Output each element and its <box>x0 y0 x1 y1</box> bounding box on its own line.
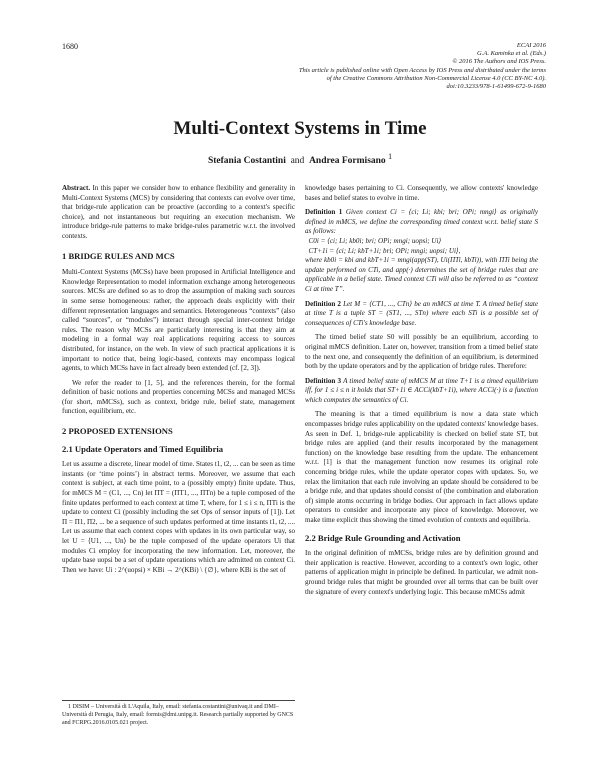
subsection-heading: 2.1 Update Operators and Timed Equilibria <box>62 443 224 454</box>
definition-text: A timed belief state of mMCS M at time T+1 is a timed equilibrium iff, for 1 ≤ i ≤ n it holds that ST+1i ∈ ACCi(kbT+1i), where ACCi(·) is a function which computes the semantics of Ci. <box>305 376 538 404</box>
definition-label: Definition 3 <box>305 376 342 385</box>
definition-text: Given context Ci = ⟨ci; Li; kbi; bri; OPi; mngi⟩ as originally defined in mMCS, we define the corresponding timed context w.r.t. belief state S as follows: <box>305 208 538 236</box>
equation: CT+1i = ⟨ci; Li; kbT+1i; bri; OPi; mngi; uopsi; Ui⟩, <box>308 246 461 255</box>
author-conjunction: and <box>290 156 305 167</box>
paragraph: knowledge bases pertaining to Ci. Consequently, we allow contexts' knowledge bases and belief states to evolve in time. <box>305 184 538 202</box>
footnote-mark: 1 <box>388 152 393 161</box>
paragraph: Let us assume a discrete, linear model of time. States t1, t2, ... can be seen as time instants (or ‘time points’) in abstract terms. Moreover, we assume that each context is subject, at each time point, to a (possibly empty) finite update. Thus, for mMCS M = (C1, ..., Cn) let ΠT = (ΠT1, ..., ΠTn) be a tuple composed of the finite updates performed to each context at time T, where, for 1 ≤ i ≤ n, ΠTi is the update to context Ci (possibly including the set Ops of sensor inputs of [1]). Let Π = Π1, Π2, ... be a sequence of such updates performed at time instants t1, t2, .... Let us assume that each context copes with updates in its own particular way, so let U = ⟨U1, ..., Un⟩ be the tuple composed of the update operators Ui that modules Ci employ for incorporating the new information. Let, moreover, the update base uopsi be a set of update operations which are admitted on context Ci. Then we have: Ui : 2^(uopsi) × KBi → 2^(KBi) \ {∅}, where KBi is the set of <box>62 460 295 574</box>
author-line <box>0 152 600 166</box>
definition-label: Definition 2 <box>305 299 341 308</box>
header-line: of the Creative Commons Attribution Non-Commercial License 4.0 (CC BY-NC 4.0). <box>326 74 546 82</box>
header-line: This article is published online with Open Access by IOS Press and distributed under the terms <box>298 66 546 74</box>
paragraph: We refer the reader to [1, 5], and the references therein, for the formal definition of basic notions and properties concerning MCSs and managed MCSs (for short, mMCSs), such as context, bridge rule, belief state, management function, equilibrium, etc. <box>62 378 295 416</box>
definition-3 <box>305 377 538 406</box>
footnote-text: 1 DISIM – Università di L'Aquila, Italy, email: stefania.costantini@univaq.it and DMI–Università di Perugia, Italy, email: formis@dmi.unipg.it. Research partially supported by GNCS and FCRPG.2016.0105.021 project. <box>62 704 294 726</box>
header-line: doi:10.3233/978-1-61499-672-9-1680 <box>446 83 546 91</box>
paragraph: The meaning is that a timed equilibrium is now a data state which encompasses bridge rules applicability on the updated contexts' knowledge bases. As seen in Def. 1, bridge-rule applicability is checked on belief state ST, but bridge rules are applied (and their results incorporated by the management function) on the knowledge base resulting from the update. The enhancement w.r.t. [1] is that the management function now resumes its original role concerning bridge rules, while the update operator copes with updates. So, we relax the limitation that each rule involving an update should be considered to be a bridge rule, and that updates should consist of (the combination and elaboration of) simple atoms occurring in bridge bodies. Our approach in fact allows update operators to consider and incorporate any piece of knowledge. Moreover, we make time explicit thus showing the timed evolution of contexts and equilibria. <box>305 410 538 524</box>
abstract-text: In this paper we consider how to enhance flexibility and generality in Multi-Context Systems (MCS) by considering that contexts can evolve over time, that bridge-rule application can be proactive (according to a context's specific choice), and not instantaneous but requiring an execution mechanism. We introduce bridge-rule patterns to make bridge-rules parametric w.r.t. the involved contexts. <box>62 184 295 240</box>
paragraph: In the original definition of mMCSs, bridge rules are by definition ground and their application is reactive. However, according to a context's own logic, other patterns of application might in principle be defined. In particular, we admit non-ground bridge rules that might be grounded over all terms that can be built over the signature of every context's underlying logic. This because mMCSs admit <box>305 549 538 596</box>
header-line: © 2016 The Authors and IOS Press. <box>452 58 546 66</box>
abstract-label: Abstract. <box>62 184 91 192</box>
section-heading: 2 PROPOSED EXTENSIONS <box>62 426 173 437</box>
definition-1 <box>305 208 538 294</box>
right-column <box>305 184 538 602</box>
subsection-heading: 2.2 Bridge Rule Grounding and Activation <box>305 532 461 543</box>
section-heading: 1 BRIDGE RULES AND MCS <box>62 250 175 261</box>
definition-text: Let M = ⟨CT1, ..., CTn⟩ be an mMCS at time T. A timed belief state at time T is a tuple ST = (ST1, ..., STn) where each STi is a possible set of consequences of CTi's knowledge base. <box>305 299 538 327</box>
paragraph: Multi-Context Systems (MCSs) have been proposed in Artificial Intelligence and Knowledge Representation to model information exchange among heterogeneous sources. MCSs are defined so as to drop the assumption of making such sources in some sense homogeneous: rather, the approach deals explicitly with their different representation languages and semantics. Heterogeneous “contexts” (also called “sources”, or “modules”) interact through special inter-context bridge rules. The reason why MCSs are particularly interesting is that they aim at modeling in a formal way real applications requiring access to sources distributed, for instance, on the web. In view of such practical applications it is important to notice that, being logic-based, contexts may encompass logical agents, to which MCSs have in fact already been extended (cf. [2, 3]). <box>62 268 295 373</box>
running-header <box>186 42 546 91</box>
page-number: 1680 <box>62 42 78 51</box>
left-column <box>62 184 295 580</box>
author-name: Andrea Formisano <box>309 156 386 167</box>
definition-label: Definition 1 <box>305 208 343 217</box>
definition-text: where kb0i = kbi and kbT+1i = mngi(app(ST), Ui(ΠTi, kbTi)), with ΠTi being the update performed on CTi, and app(·) determines the set of bridge rules that are applicable in a belief state. Timed context CTi will also be referred to as “context Ci at time T”. <box>305 256 538 293</box>
definition-2 <box>305 300 538 329</box>
header-line: G.A. Kaminka et al. (Eds.) <box>477 50 546 58</box>
author-name: Stefania Costantini <box>207 156 286 167</box>
equation: C0i = ⟨ci; Li; kb0i; bri; OPi; mngi; uopsi; Ui⟩ <box>308 236 442 245</box>
paragraph: The timed belief state S0 will possibly be an equilibrium, according to original mMCS definition. Later on, however, transition from a timed belief state to the next one, and consequently the definition of an equilibrium, is determined both by the update operators and by the application of bridge rules. Therefore: <box>305 333 538 371</box>
paper-title: Multi-Context Systems in Time <box>173 118 427 139</box>
abstract <box>62 184 295 242</box>
header-line: ECAI 2016 <box>516 42 546 49</box>
footnote <box>62 700 295 727</box>
